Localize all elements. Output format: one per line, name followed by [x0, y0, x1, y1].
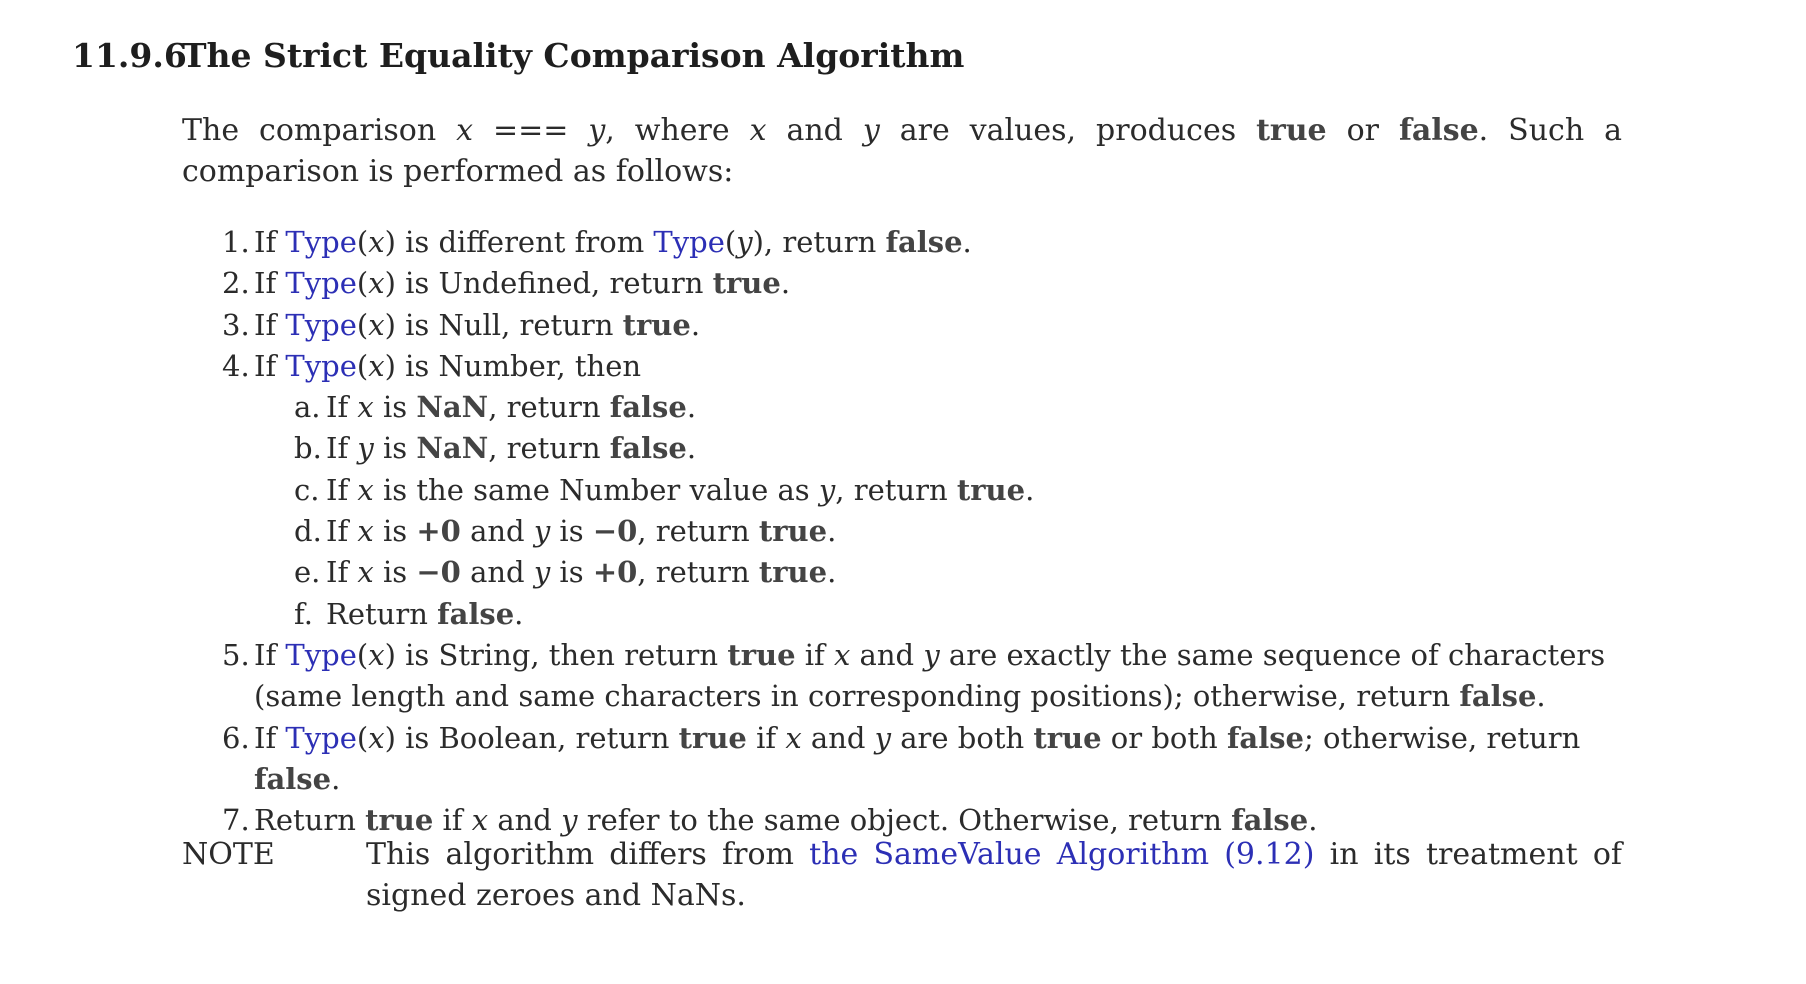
section-number: 11.9.6: [72, 36, 187, 75]
step-number: 5.: [222, 637, 250, 672]
step-number: f.: [294, 596, 313, 631]
step-text: , return: [637, 555, 759, 590]
step-text: is: [373, 431, 417, 466]
var-y: y: [533, 555, 551, 590]
note-label: NOTE: [182, 837, 275, 872]
step-4a: [222, 387, 1642, 428]
intro-paragraph: [182, 110, 1622, 192]
step-text: .: [690, 307, 701, 342]
step-2: [222, 263, 1642, 304]
step-text: (: [356, 348, 369, 383]
step-text: is: [373, 555, 417, 590]
keyword-false: false: [885, 225, 963, 259]
strict-equals-operator: ===: [473, 113, 589, 148]
keyword-true: true: [712, 266, 781, 301]
step-text: If: [254, 720, 286, 755]
step-4: [222, 346, 1642, 387]
keyword-plus-zero: +0: [416, 514, 461, 549]
type-link[interactable]: Type: [285, 720, 357, 755]
step-text: If: [326, 431, 358, 466]
intro-text: and: [766, 113, 863, 148]
step-number: 3.: [222, 307, 250, 342]
step-text: If: [254, 266, 286, 301]
step-text: , return: [637, 514, 759, 549]
intro-text: . Such a comparison is performed as follows:: [182, 113, 1622, 189]
note-text-part: This algorithm differs from: [366, 837, 810, 872]
keyword-nan: NaN: [416, 390, 489, 425]
step-number: 6.: [222, 720, 250, 755]
type-link[interactable]: Type: [285, 266, 357, 301]
intro-text: The comparison: [182, 113, 457, 148]
step-text: .: [686, 390, 697, 425]
var-x: x: [357, 472, 374, 507]
keyword-false: false: [1226, 720, 1304, 755]
keyword-minus-zero: −0: [592, 514, 638, 549]
var-x: x: [368, 637, 385, 672]
var-x: x: [357, 555, 374, 590]
step-text: If: [254, 225, 286, 259]
step-text: .: [331, 761, 341, 796]
section-heading: [72, 36, 964, 75]
var-y: y: [533, 514, 551, 549]
step-text: ) is different from: [384, 225, 654, 259]
keyword-false: false: [1459, 679, 1537, 714]
step-text: .: [1536, 679, 1546, 714]
step-5: [222, 635, 1642, 718]
step-text: (: [724, 225, 737, 259]
step-text: ; otherwise, return: [1304, 720, 1581, 755]
step-text: (: [356, 637, 369, 672]
step-text: and: [850, 637, 924, 672]
step-text: .: [827, 555, 837, 590]
step-number: 7.: [222, 803, 250, 838]
step-text: if: [746, 720, 786, 755]
step-text: is: [550, 555, 593, 590]
note-text: [366, 834, 1622, 916]
step-text: and: [801, 720, 875, 755]
var-x: x: [357, 514, 374, 549]
step-text: .: [827, 514, 837, 549]
keyword-true: true: [1256, 113, 1327, 148]
step-number: 2.: [222, 266, 250, 301]
var-x: x: [368, 225, 385, 259]
step-6: [222, 718, 1642, 801]
var-y: y: [818, 472, 836, 507]
step-number: e.: [294, 555, 321, 590]
var-x: x: [368, 720, 385, 755]
var-x: x: [785, 720, 802, 755]
keyword-nan: NaN: [416, 431, 489, 466]
step-text: (: [356, 720, 369, 755]
intro-text: , where: [605, 113, 750, 148]
samevalue-algorithm-link[interactable]: the SameValue Algorithm (9.12): [809, 837, 1315, 872]
step-text: .: [780, 266, 791, 301]
step-text: .: [962, 225, 972, 259]
var-y: y: [588, 113, 606, 148]
step-number: 1.: [222, 225, 250, 259]
type-link[interactable]: Type: [285, 637, 357, 672]
keyword-false: false: [609, 390, 687, 425]
step-text: ), return: [752, 225, 886, 259]
step-text: ) is Null, return: [384, 307, 623, 342]
step-text: Return: [326, 596, 438, 631]
step-text: If: [326, 514, 358, 549]
step-4e: [222, 552, 1642, 593]
var-x: x: [471, 803, 489, 838]
keyword-true: true: [956, 472, 1026, 507]
step-number: b.: [294, 431, 322, 466]
step-4c: [222, 470, 1642, 511]
step-text: and: [460, 514, 534, 549]
var-y: y: [862, 113, 880, 148]
step-text: .: [514, 596, 524, 631]
step-text: ) is Undefined, return: [384, 266, 713, 301]
step-text: , return: [488, 390, 610, 425]
keyword-true: true: [622, 307, 691, 342]
keyword-false: false: [1231, 803, 1309, 838]
step-text: is: [550, 514, 593, 549]
step-number: c.: [294, 472, 320, 507]
step-3: [222, 305, 1642, 346]
step-text: is the same Number value as: [373, 472, 819, 507]
type-link[interactable]: Type: [285, 225, 357, 259]
var-x: x: [357, 390, 374, 425]
var-y: y: [736, 225, 753, 259]
keyword-false: false: [609, 431, 687, 466]
step-1: [222, 222, 1642, 263]
var-y: y: [923, 637, 940, 672]
keyword-plus-zero: +0: [592, 555, 638, 590]
type-link[interactable]: Type: [285, 348, 357, 383]
step-text: and: [488, 803, 562, 838]
var-x: x: [749, 113, 767, 148]
step-text: , return: [488, 431, 610, 466]
keyword-false: false: [437, 596, 515, 631]
keyword-true: true: [758, 514, 828, 549]
var-x: x: [368, 348, 385, 383]
step-text: , return: [835, 472, 957, 507]
type-link[interactable]: Type: [653, 225, 725, 259]
var-x: x: [456, 113, 474, 148]
step-text: and: [460, 555, 534, 590]
step-text: if: [795, 637, 834, 672]
keyword-true: true: [365, 803, 434, 838]
var-y: y: [357, 431, 374, 466]
step-text: If: [326, 390, 358, 425]
step-text: ) is String, then return: [384, 637, 728, 672]
step-text: refer to the same object. Otherwise, return: [577, 803, 1232, 838]
step-text: If: [254, 307, 286, 342]
keyword-minus-zero: −0: [416, 555, 461, 590]
keyword-true: true: [758, 555, 828, 590]
step-text: if: [433, 803, 472, 838]
keyword-false: false: [254, 761, 332, 796]
algorithm-steps: [222, 222, 1642, 841]
var-x: x: [368, 307, 385, 342]
step-number: d.: [294, 514, 322, 549]
step-text: (: [356, 266, 369, 301]
step-text: If: [254, 637, 286, 672]
step-text: If: [254, 348, 286, 383]
intro-text: or: [1326, 113, 1399, 148]
section-title: The Strict Equality Comparison Algorithm: [182, 36, 965, 75]
step-text: ) is Boolean, return: [384, 720, 679, 755]
step-4f: [222, 594, 1642, 635]
var-y: y: [561, 803, 578, 838]
step-text: is: [373, 390, 417, 425]
var-x: x: [368, 266, 385, 301]
step-text: If: [326, 555, 358, 590]
type-link[interactable]: Type: [285, 307, 357, 342]
var-x: x: [833, 637, 851, 672]
step-text: is: [373, 514, 417, 549]
step-text: (: [356, 225, 369, 259]
step-text: are both: [891, 720, 1034, 755]
step-number: a.: [294, 390, 321, 425]
step-text: ) is Number, then: [384, 348, 642, 383]
keyword-true: true: [678, 720, 747, 755]
step-number: 4.: [222, 348, 250, 383]
step-4d: [222, 511, 1642, 552]
intro-text: are values, produces: [879, 113, 1257, 148]
step-text: .: [1308, 803, 1318, 838]
step-text: are exactly the same sequence of characters (same length and same characters in corresponding positions); otherwise, return: [254, 637, 1606, 714]
step-4b: [222, 428, 1642, 469]
var-y: y: [874, 720, 892, 755]
step-text: .: [1025, 472, 1035, 507]
step-text: (: [356, 307, 369, 342]
keyword-false: false: [1398, 113, 1479, 148]
step-text: Return: [254, 803, 366, 838]
step-text: or both: [1101, 720, 1227, 755]
keyword-true: true: [1033, 720, 1102, 755]
step-text: .: [686, 431, 697, 466]
note-text-part: in its treatment of signed zeroes and NaNs.: [366, 837, 1622, 913]
keyword-true: true: [727, 637, 796, 672]
step-text: If: [326, 472, 358, 507]
